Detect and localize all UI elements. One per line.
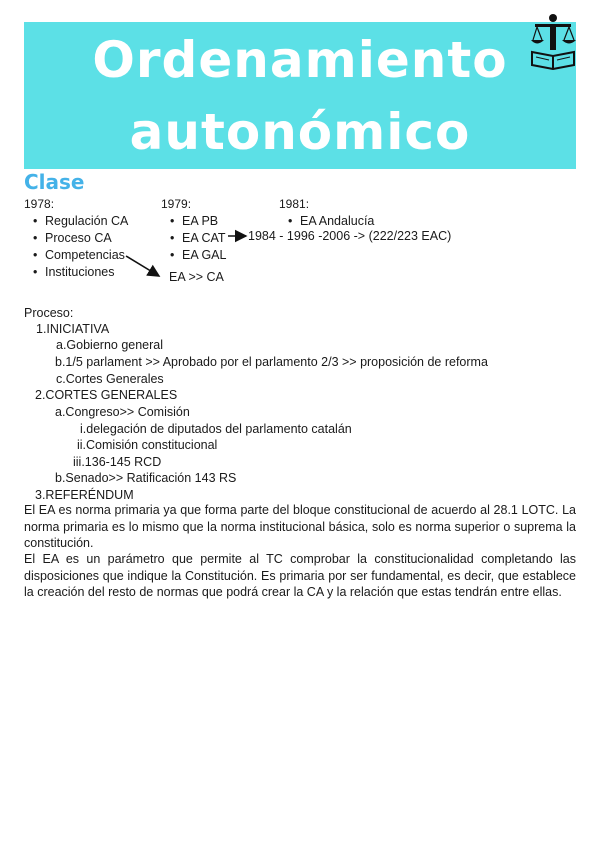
list-item: • EA PB <box>161 213 226 230</box>
ea-ca-note: EA >> CA <box>169 270 224 284</box>
proceso-item-1b: b.1/5 parlament >> Aprobado por el parlamento 2/3 >> proposición de reforma <box>55 355 488 369</box>
year-1978: 1978: <box>24 197 55 211</box>
proceso-item-2a: a.Congreso>> Comisión <box>55 405 190 419</box>
title-line-2: autonómico <box>129 103 471 161</box>
paragraph-1: El EA es norma primaria ya que forma parte del bloque constitucional de acuerdo al 28.1 LOTC. La norma primaria es lo mismo que la norma institucional básica, solo es norma superior o suprema la constitución. <box>24 503 576 550</box>
proceso-item-2aiii: iii.136-145 RCD <box>73 455 162 469</box>
proceso-item-2b: b.Senado>> Ratificación 143 RS <box>55 471 237 485</box>
proceso-item-1: 1.INICIATIVA <box>36 322 110 336</box>
list-item: • Instituciones <box>24 264 128 281</box>
proceso-item-2aii: ii.Comisión constitucional <box>77 438 218 452</box>
proceso-item-1a: a.Gobierno general <box>56 338 164 352</box>
arrows-layer <box>0 0 600 300</box>
list-item: • EA GAL <box>161 247 226 264</box>
arrow-competencias <box>126 256 159 276</box>
list-item: • Competencias <box>24 247 128 264</box>
title-line-1: Ordenamiento <box>92 31 508 89</box>
proceso-heading: Proceso: <box>24 306 74 320</box>
section-heading: Clase <box>24 170 85 194</box>
year-1981: 1981: <box>279 197 310 211</box>
proceso-item-2ai: i.delegación de diputados del parlamento catalán <box>80 422 352 436</box>
proceso-item-1c: c.Cortes Generales <box>56 372 164 386</box>
list-item: • EA CAT <box>161 230 226 247</box>
cat-timeline-note: 1984 - 1996 -2006 -> (222/223 EAC) <box>248 229 452 243</box>
proceso-item-3: 3.REFERÉNDUM <box>35 488 134 502</box>
proceso-item-2: 2.CORTES GENERALES <box>35 388 178 402</box>
year-1979: 1979: <box>161 197 192 211</box>
list-item: • Proceso CA <box>24 230 128 247</box>
list-item: • EA Andalucía <box>279 213 374 230</box>
paragraph-2: El EA es un parámetro que permite al TC comprobar la constitucionalidad completando las disposiciones que indique la Constitución. Es primaria por ser fundamental, es decir, que establece la creación del resto de normas que podrá crear la CA y la relación que estas tendrán entre ellas. <box>24 552 576 599</box>
list-item: • Regulación CA <box>24 213 128 230</box>
